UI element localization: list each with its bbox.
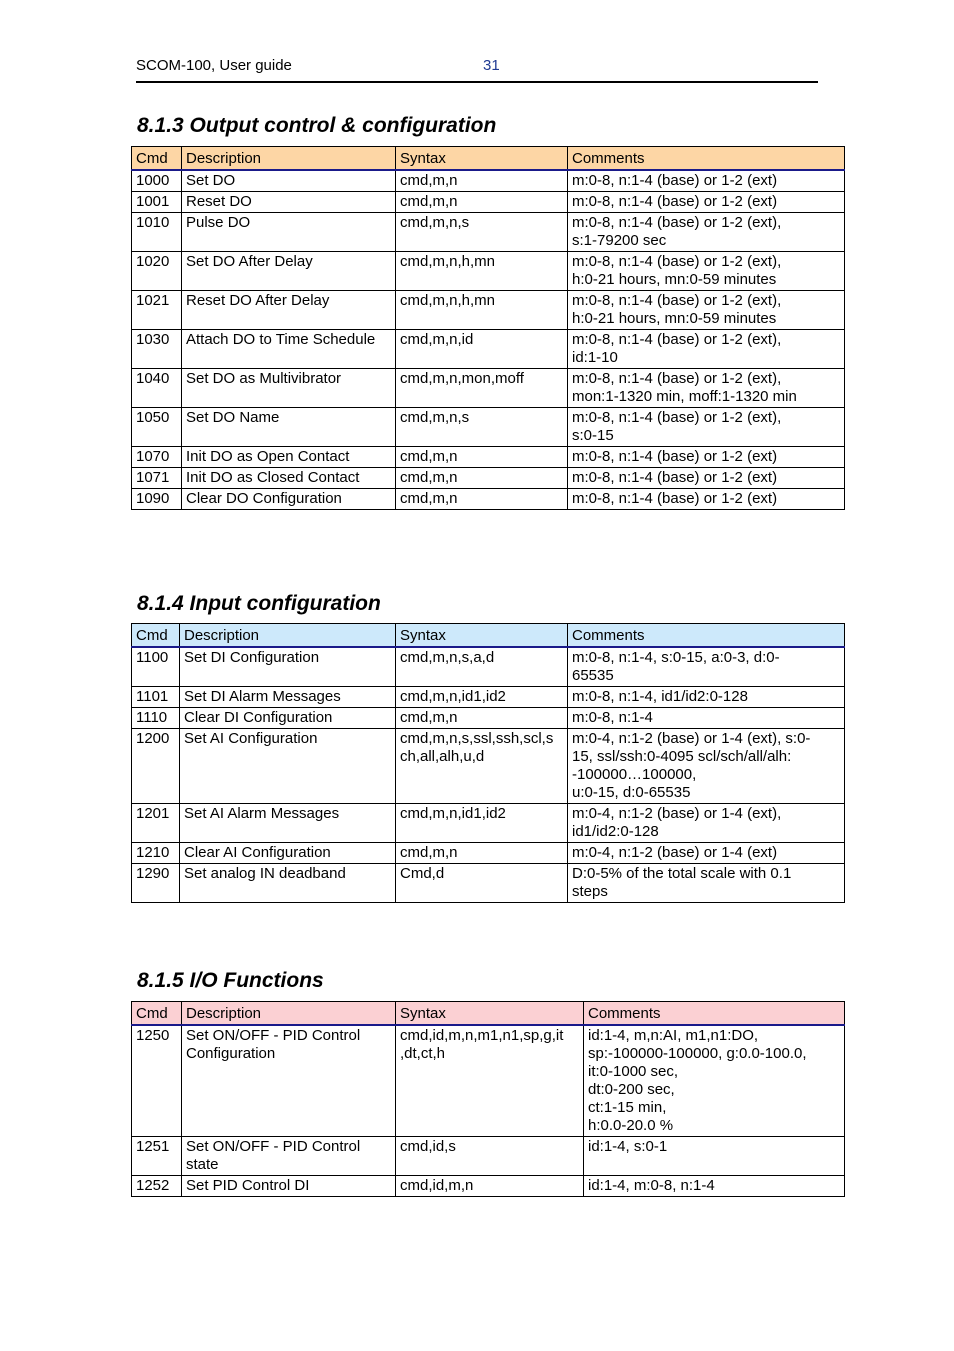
- table-row: [132, 1176, 845, 1197]
- table-cell: 1001: [132, 192, 182, 213]
- table-cell: id:1-4, s:0-1: [584, 1137, 845, 1176]
- table-row: [132, 252, 845, 291]
- column-header: Cmd: [132, 1002, 182, 1026]
- table-cell: 1010: [132, 213, 182, 252]
- column-header: Comments: [568, 624, 845, 648]
- table-cell: 1201: [132, 804, 180, 843]
- table-cell: Set ON/OFF - PID Control state: [182, 1137, 396, 1176]
- table-cell: D:0-5% of the total scale with 0.1 steps: [568, 864, 845, 903]
- table-cell: 1071: [132, 468, 182, 489]
- table-cell: Init DO as Closed Contact: [182, 468, 396, 489]
- table-cell: id:1-4, m,n:AI, m1,n1:DO, sp:-100000-100000, g:0.0-100.0, it:0-1000 sec, dt:0-200 sec, ct:1-15 min, h:0.0-20.0 %: [584, 1025, 845, 1137]
- table-row: [132, 489, 845, 510]
- table-row: [132, 330, 845, 369]
- column-header: Syntax: [396, 624, 568, 648]
- table-row: [132, 1137, 845, 1176]
- table-cell: Set DI Alarm Messages: [180, 687, 396, 708]
- table-cell: Init DO as Open Contact: [182, 447, 396, 468]
- table-cell: 1021: [132, 291, 182, 330]
- column-header: Comments: [568, 147, 845, 171]
- table-cell: m:0-8, n:1-4 (base) or 1-2 (ext), mon:1-1320 min, moff:1-1320 min: [568, 369, 845, 408]
- table-row: [132, 687, 845, 708]
- table-cell: Set AI Configuration: [180, 729, 396, 804]
- table-cell: Set AI Alarm Messages: [180, 804, 396, 843]
- table-row: [132, 804, 845, 843]
- table-cell: m:0-8, n:1-4, id1/id2:0-128: [568, 687, 845, 708]
- table-cell: m:0-8, n:1-4, s:0-15, a:0-3, d:0- 65535: [568, 647, 845, 687]
- table-cell: Set DO as Multivibrator: [182, 369, 396, 408]
- table-cell: 1110: [132, 708, 180, 729]
- table-cell: Clear DI Configuration: [180, 708, 396, 729]
- column-header: Cmd: [132, 147, 182, 171]
- table-cell: m:0-8, n:1-4 (base) or 1-2 (ext), s:0-15: [568, 408, 845, 447]
- table-cell: cmd,id,m,n,m1,n1,sp,g,it ,dt,ct,h: [396, 1025, 584, 1137]
- table-row: [132, 708, 845, 729]
- table-cell: 1020: [132, 252, 182, 291]
- table-cell: Cmd,d: [396, 864, 568, 903]
- table-cell: 1090: [132, 489, 182, 510]
- table-cell: cmd,m,n: [396, 843, 568, 864]
- column-header: Description: [180, 624, 396, 648]
- table-cell: m:0-8, n:1-4 (base) or 1-2 (ext): [568, 192, 845, 213]
- table-cell: cmd,m,n,mon,moff: [396, 369, 568, 408]
- page-number: 31: [483, 57, 500, 74]
- table-row: [132, 213, 845, 252]
- table-cell: m:0-4, n:1-2 (base) or 1-4 (ext), s:0- 15, ssl/ssh:0-4095 scl/sch/all/alh: -100000…100000, u:0-15, d:0-65535: [568, 729, 845, 804]
- column-header: Comments: [584, 1002, 845, 1026]
- table-cell: cmd,m,n: [396, 468, 568, 489]
- table-cell: m:0-8, n:1-4: [568, 708, 845, 729]
- table-cell: 1000: [132, 170, 182, 192]
- output-commands-table: [131, 146, 845, 510]
- table-cell: Reset DO: [182, 192, 396, 213]
- table-cell: Set DI Configuration: [180, 647, 396, 687]
- table-cell: m:0-8, n:1-4 (base) or 1-2 (ext), id:1-10: [568, 330, 845, 369]
- table-cell: m:0-8, n:1-4 (base) or 1-2 (ext): [568, 489, 845, 510]
- table-cell: Clear AI Configuration: [180, 843, 396, 864]
- table-cell: 1100: [132, 647, 180, 687]
- table-cell: 1040: [132, 369, 182, 408]
- table-row: [132, 647, 845, 687]
- table-cell: Set DO: [182, 170, 396, 192]
- table-row: [132, 170, 845, 192]
- table-cell: cmd,m,n: [396, 447, 568, 468]
- table-row: [132, 291, 845, 330]
- column-header: Cmd: [132, 624, 180, 648]
- table-cell: cmd,id,s: [396, 1137, 584, 1176]
- table-cell: Set ON/OFF - PID Control Configuration: [182, 1025, 396, 1137]
- table-cell: 1251: [132, 1137, 182, 1176]
- io-functions-table: [131, 1001, 845, 1197]
- table-row: [132, 408, 845, 447]
- table-cell: id:1-4, m:0-8, n:1-4: [584, 1176, 845, 1197]
- table-cell: Clear DO Configuration: [182, 489, 396, 510]
- table-cell: 1250: [132, 1025, 182, 1137]
- table-cell: 1200: [132, 729, 180, 804]
- table-row: [132, 864, 845, 903]
- table-cell: m:0-8, n:1-4 (base) or 1-2 (ext): [568, 170, 845, 192]
- table-cell: 1210: [132, 843, 180, 864]
- table-cell: 1252: [132, 1176, 182, 1197]
- table-cell: cmd,m,n,s: [396, 408, 568, 447]
- table-row: [132, 447, 845, 468]
- column-header: Syntax: [396, 147, 568, 171]
- table-cell: cmd,m,n,s,a,d: [396, 647, 568, 687]
- table-cell: m:0-8, n:1-4 (base) or 1-2 (ext): [568, 447, 845, 468]
- table-cell: cmd,m,n: [396, 489, 568, 510]
- table-header-row: [132, 147, 845, 171]
- table-cell: cmd,m,n,h,mn: [396, 291, 568, 330]
- table-row: [132, 468, 845, 489]
- document-title: SCOM-100, User guide: [136, 57, 292, 74]
- table-cell: 1290: [132, 864, 180, 903]
- table-cell: Set DO Name: [182, 408, 396, 447]
- page-header: [136, 56, 818, 83]
- table-cell: 1070: [132, 447, 182, 468]
- table-cell: cmd,m,n,s: [396, 213, 568, 252]
- table-cell: cmd,m,n,id1,id2: [396, 804, 568, 843]
- table-cell: cmd,m,n,h,mn: [396, 252, 568, 291]
- table-row: [132, 729, 845, 804]
- table-cell: cmd,m,n,id: [396, 330, 568, 369]
- table-cell: 1030: [132, 330, 182, 369]
- table-cell: 1101: [132, 687, 180, 708]
- table-header-row: [132, 1002, 845, 1026]
- table-row: [132, 369, 845, 408]
- table-cell: cmd,id,m,n: [396, 1176, 584, 1197]
- table-row: [132, 192, 845, 213]
- table-cell: Reset DO After Delay: [182, 291, 396, 330]
- table-cell: m:0-8, n:1-4 (base) or 1-2 (ext), h:0-21 hours, mn:0-59 minutes: [568, 252, 845, 291]
- table-cell: Set analog IN deadband: [180, 864, 396, 903]
- input-commands-table: [131, 623, 845, 903]
- column-header: Syntax: [396, 1002, 584, 1026]
- table-cell: cmd,m,n: [396, 192, 568, 213]
- table-cell: m:0-8, n:1-4 (base) or 1-2 (ext): [568, 468, 845, 489]
- table-cell: m:0-4, n:1-2 (base) or 1-4 (ext): [568, 843, 845, 864]
- table-cell: cmd,m,n: [396, 170, 568, 192]
- section-heading-output: 8.1.3 Output control & configuration: [137, 114, 497, 137]
- table-cell: m:0-8, n:1-4 (base) or 1-2 (ext), s:1-79200 sec: [568, 213, 845, 252]
- table-cell: cmd,m,n,id1,id2: [396, 687, 568, 708]
- column-header: Description: [182, 147, 396, 171]
- table-cell: Attach DO to Time Schedule: [182, 330, 396, 369]
- table-cell: m:0-8, n:1-4 (base) or 1-2 (ext), h:0-21 hours, mn:0-59 minutes: [568, 291, 845, 330]
- section-heading-io: 8.1.5 I/O Functions: [137, 969, 324, 992]
- column-header: Description: [182, 1002, 396, 1026]
- table-cell: cmd,m,n,s,ssl,ssh,scl,s ch,all,alh,u,d: [396, 729, 568, 804]
- table-cell: Set PID Control DI: [182, 1176, 396, 1197]
- table-cell: Pulse DO: [182, 213, 396, 252]
- table-header-row: [132, 624, 845, 648]
- table-cell: cmd,m,n: [396, 708, 568, 729]
- table-row: [132, 843, 845, 864]
- table-cell: Set DO After Delay: [182, 252, 396, 291]
- table-cell: 1050: [132, 408, 182, 447]
- section-heading-input: 8.1.4 Input configuration: [137, 592, 381, 615]
- table-row: [132, 1025, 845, 1137]
- table-cell: m:0-4, n:1-2 (base) or 1-4 (ext), id1/id2:0-128: [568, 804, 845, 843]
